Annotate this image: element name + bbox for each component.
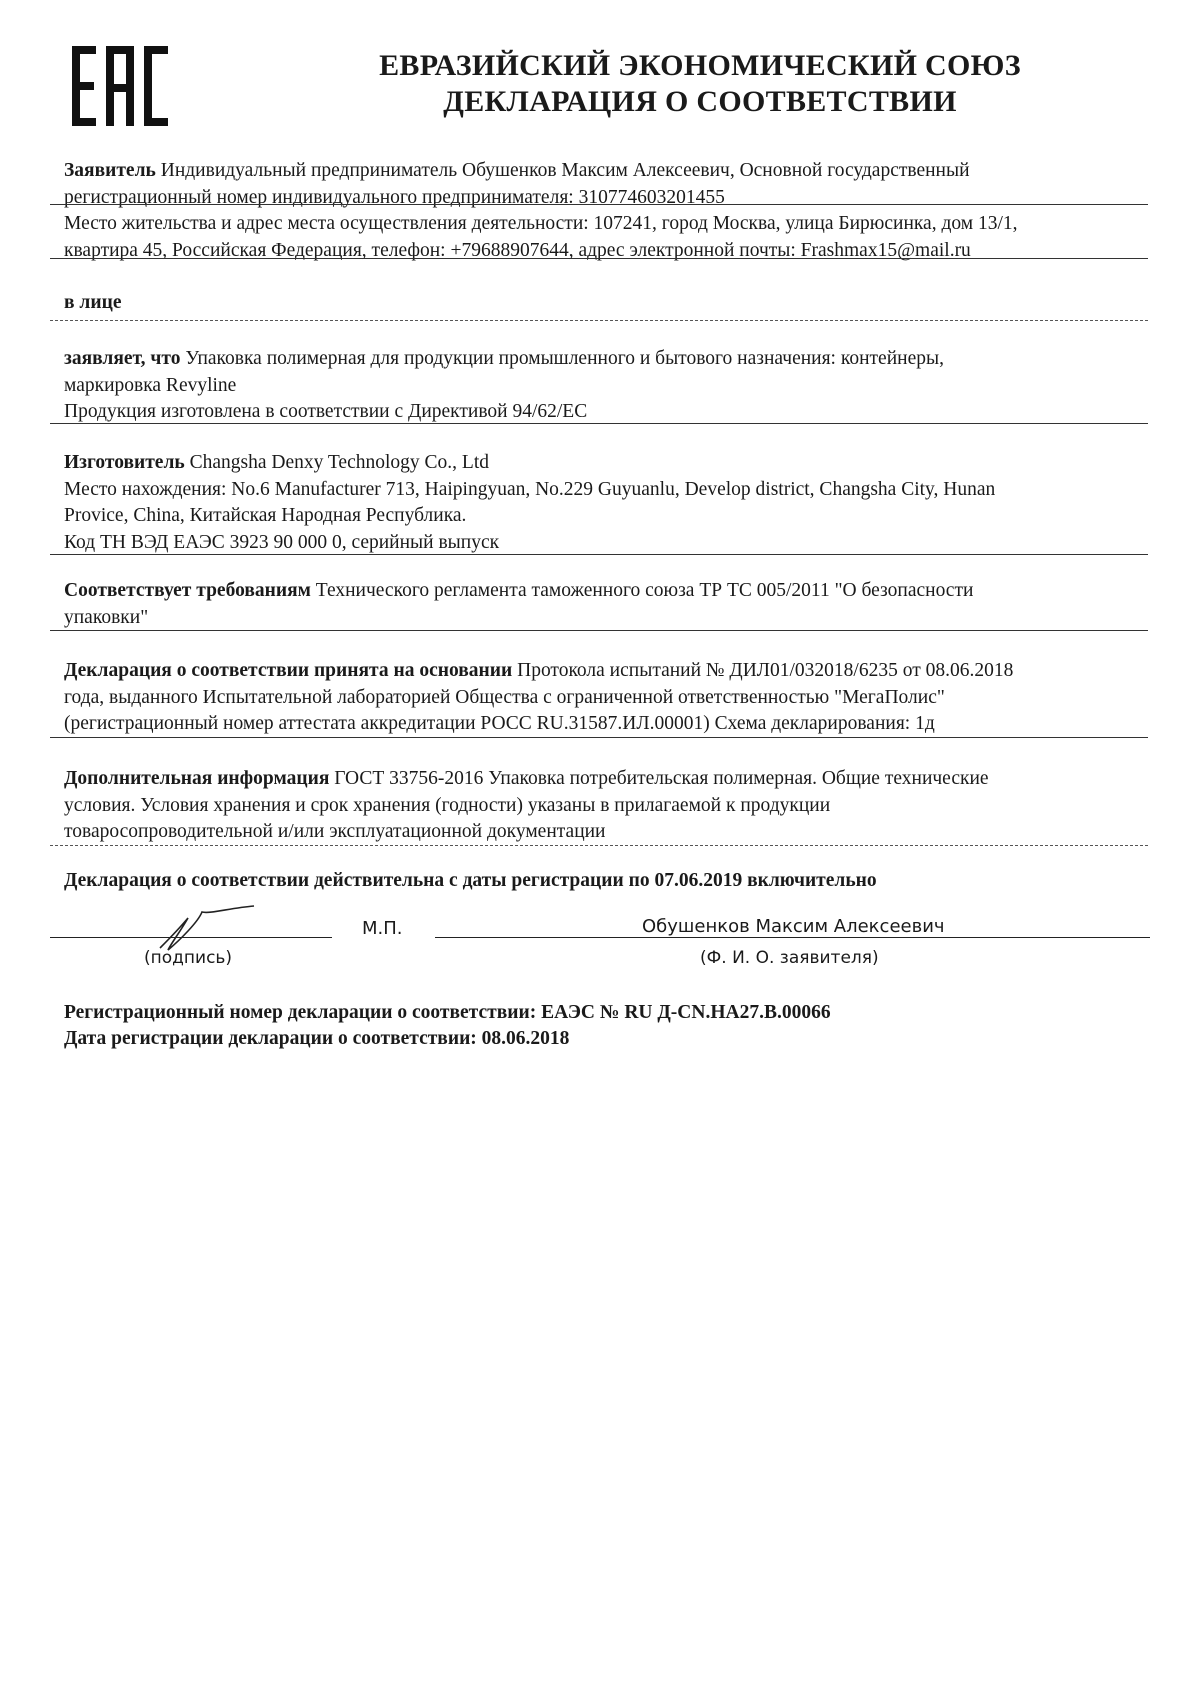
signature-caption: (подпись) xyxy=(144,948,233,968)
declares-text-3: Продукция изготовлена в соответствии с Директивой 94/62/ЕС xyxy=(64,401,588,422)
registration-date: Дата регистрации декларации о соответствии: 08.06.2018 xyxy=(64,1028,570,1049)
declares-text-2: маркировка Revyline xyxy=(64,374,237,396)
manufacturer-name: Changsha Denxy Technology Co., Ltd xyxy=(189,452,489,473)
represented-block xyxy=(64,290,1146,317)
conforms-text-2: упаковки" xyxy=(64,606,149,628)
stamp-label: М.П. xyxy=(362,918,403,939)
underline xyxy=(50,630,1148,631)
title-line-union: ЕВРАЗИЙСКИЙ ЭКОНОМИЧЕСКИЙ СОЮЗ xyxy=(379,49,1021,82)
manufacturer-location-1: Место нахождения: No.6 Manufacturer 713, Haipingyuan, No.229 Guyuanlu, Develop district, Changsha City, Hunan xyxy=(64,478,996,500)
applicant-label: Заявитель xyxy=(64,160,156,181)
underline xyxy=(50,320,1148,321)
title-line-declaration: ДЕКЛАРАЦИЯ О СООТВЕТСТВИИ xyxy=(443,85,957,118)
name-line xyxy=(435,937,1150,938)
underline xyxy=(50,845,1148,846)
applicant-address-1: Место жительства и адрес места осуществления деятельности: 107241, город Москва, улица Бирюсинка, дом 13/1, xyxy=(64,213,1018,234)
manufacturer-block xyxy=(64,450,1146,556)
eac-mark-icon xyxy=(70,42,170,130)
conforms-label: Соответствует требованиям xyxy=(64,580,311,601)
manufacturer-label: Изготовитель xyxy=(64,452,185,473)
applicant-name: Обушенков Максим Алексеевич xyxy=(642,916,945,937)
basis-text-2: года, выданного Испытательной лабораторией Общества с ограниченной ответственностью "МегаПолис" xyxy=(64,686,945,708)
basis-text-1: Протокола испытаний № ДИЛ01/032018/6235 от 08.06.2018 xyxy=(517,660,1014,681)
document-title xyxy=(240,48,1160,120)
basis-text-3: (регистрационный номер аттестата аккредитации РОСС RU.31587.ИЛ.00001) Схема декларирования: 1д xyxy=(64,713,935,734)
validity-statement: Декларация о соответствии действительна с даты регистрации по 07.06.2019 включительно xyxy=(64,870,877,891)
underline xyxy=(50,423,1148,424)
conforms-block xyxy=(64,578,1146,631)
additional-text-3: товаросопроводительной и/или эксплуатационной документации xyxy=(64,821,606,842)
underline xyxy=(50,258,1148,259)
applicant-text-2: регистрационный номер индивидуального предпринимателя: 310774603201455 xyxy=(64,186,725,208)
declares-label: заявляет, что xyxy=(64,348,181,369)
basis-block xyxy=(64,658,1146,738)
conforms-text-1: Технического регламента таможенного союза ТР ТС 005/2011 "О безопасности xyxy=(315,580,974,601)
manufacturer-location-2: Provice, China, Китайская Народная Республика. xyxy=(64,505,467,526)
underline xyxy=(50,204,1148,205)
declares-text-1: Упаковка полимерная для продукции промышленного и бытового назначения: контейнеры, xyxy=(185,348,944,369)
registration-number: Регистрационный номер декларации о соответствии: ЕАЭС № RU Д-CN.НА27.В.00066 xyxy=(64,1002,831,1023)
underline xyxy=(50,554,1148,555)
manufacturer-code: Код ТН ВЭД ЕАЭС 3923 90 000 0, серийный выпуск xyxy=(64,531,500,553)
applicant-text-1: Индивидуальный предприниматель Обушенков Максим Алексеевич, Основной государственный xyxy=(160,160,970,181)
eac-logo xyxy=(70,42,170,130)
applicant-address-2: квартира 45, Российская Федерация, телефон: +79688907644, адрес электронной почты: Frashmax15@mail.ru xyxy=(64,239,971,261)
declares-block xyxy=(64,346,1146,426)
additional-text-1: ГОСТ 33756-2016 Упаковка потребительская полимерная. Общие технические xyxy=(334,768,989,789)
additional-block xyxy=(64,766,1146,846)
underline xyxy=(50,737,1148,738)
represented-label: в лице xyxy=(64,292,122,313)
additional-text-2: условия. Условия хранения и срок хранения (годности) указаны в прилагаемой к продукции xyxy=(64,794,831,816)
basis-label: Декларация о соответствии принята на основании xyxy=(64,660,513,681)
applicant-block xyxy=(64,158,1146,264)
name-caption: (Ф. И. О. заявителя) xyxy=(700,948,879,968)
additional-label: Дополнительная информация xyxy=(64,768,330,789)
